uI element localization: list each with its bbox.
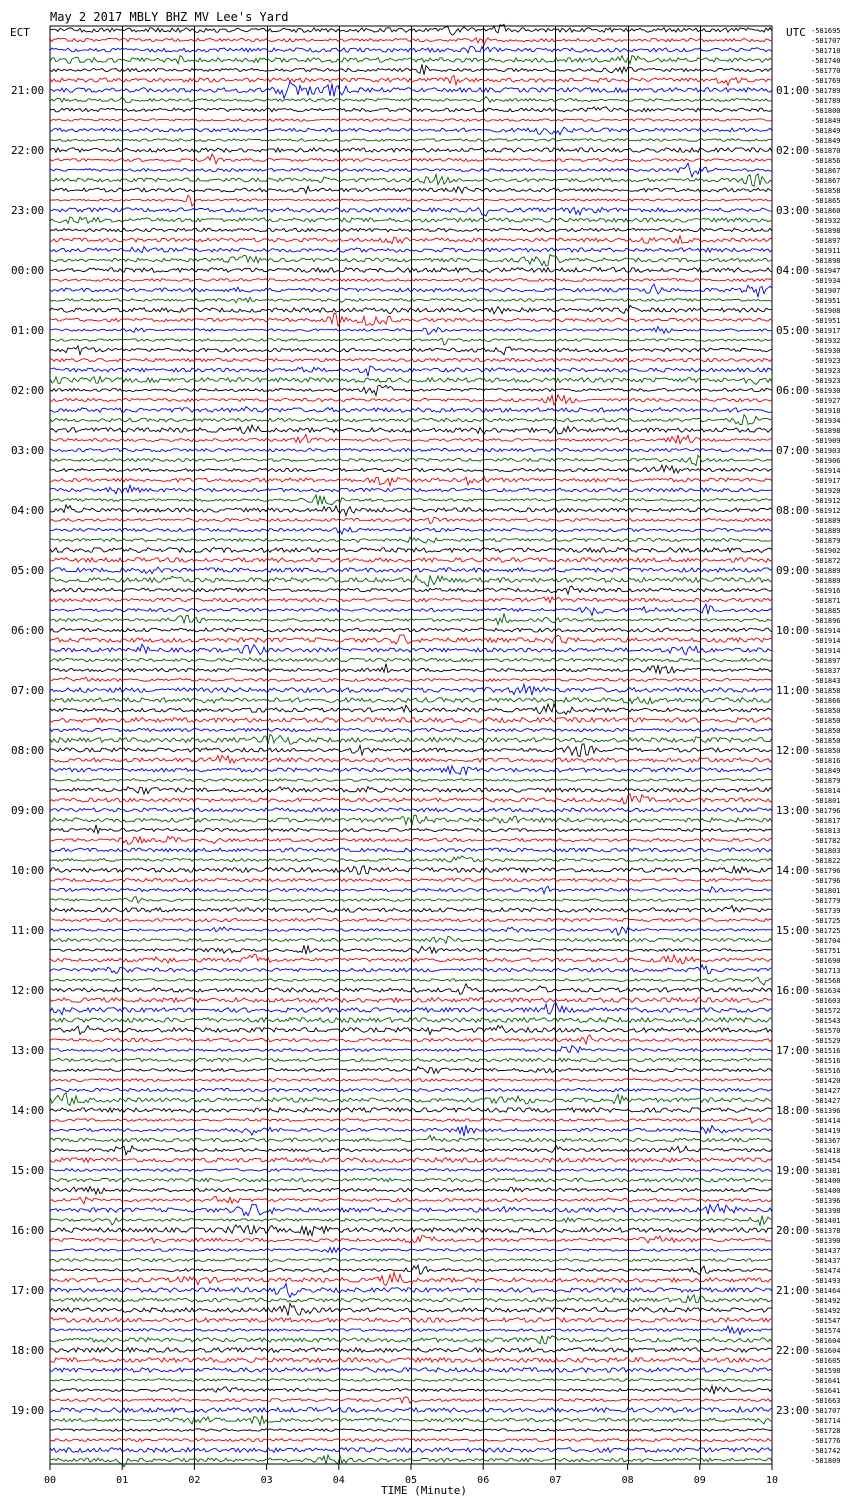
trace-count-label: -581707 [811, 37, 841, 45]
trace-count-label: -581516 [811, 1047, 841, 1055]
trace-count-label: -581427 [811, 1097, 841, 1105]
left-hour-label: 17:00 [11, 1284, 45, 1297]
right-hour-label: 14:00 [776, 864, 810, 877]
trace-count-label: -581776 [811, 1437, 841, 1445]
trace-count-label: -581414 [811, 1117, 841, 1125]
trace-count-label: -581906 [811, 457, 841, 465]
right-hour-label: 20:00 [776, 1224, 810, 1237]
trace-count-label: -581920 [811, 487, 841, 495]
trace-count-label: -581911 [811, 247, 841, 255]
trace-count-label: -581912 [811, 497, 841, 505]
left-timezone-label: ECT [10, 26, 30, 39]
left-hour-label: 15:00 [11, 1164, 45, 1177]
trace-count-label: -581914 [811, 467, 841, 475]
trace-count-label: -581858 [811, 687, 841, 695]
trace-count-label: -581390 [811, 1237, 841, 1245]
trace-count-label: -581574 [811, 1327, 841, 1335]
x-tick-label: 03 [260, 1475, 273, 1486]
trace-count-label: -581400 [811, 1187, 841, 1195]
left-hour-label: 09:00 [11, 804, 45, 817]
trace-count-label: -581849 [811, 117, 841, 125]
trace-count-label: -581849 [811, 127, 841, 135]
trace-count-label: -581695 [811, 27, 841, 35]
trace-count-label: -581704 [811, 937, 841, 945]
trace-count-label: -581401 [811, 1217, 841, 1225]
trace-count-label: -581909 [811, 437, 841, 445]
left-hour-label: 23:00 [11, 204, 45, 217]
trace-count-label: -581872 [811, 557, 841, 565]
trace-count-label: -581850 [811, 717, 841, 725]
trace-count-label: -581934 [811, 277, 841, 285]
trace-count-label: -581916 [811, 587, 841, 595]
trace-count-label: -581714 [811, 1417, 841, 1425]
trace-count-label: -581914 [811, 627, 841, 635]
trace-count-label: -581923 [811, 377, 841, 385]
trace-count-label: -581903 [811, 447, 841, 455]
trace-count-label: -581789 [811, 97, 841, 105]
trace-count-label: -581850 [811, 707, 841, 715]
right-hour-label: 06:00 [776, 384, 810, 397]
x-tick-label: 05 [404, 1475, 418, 1486]
trace-count-label: -581492 [811, 1307, 841, 1315]
left-hour-label: 07:00 [11, 684, 45, 697]
trace-count-label: -581858 [811, 187, 841, 195]
trace-count-label: -581850 [811, 747, 841, 755]
trace-count-label: -581742 [811, 1447, 841, 1455]
trace-count-label: -581908 [811, 307, 841, 315]
x-tick-label: 08 [621, 1475, 634, 1486]
trace-count-label: -581690 [811, 957, 841, 965]
trace-count-label: -581870 [811, 147, 841, 155]
trace-count-label: -581454 [811, 1157, 841, 1165]
trace-count-label: -581896 [811, 617, 841, 625]
trace-count-label: -581779 [811, 897, 841, 905]
trace-count-label: -581917 [811, 327, 841, 335]
trace-count-label: -581529 [811, 1037, 841, 1045]
trace-count-label: -581493 [811, 1277, 841, 1285]
trace-count-label: -581739 [811, 907, 841, 915]
trace-count-label: -581856 [811, 157, 841, 165]
left-hour-label: 03:00 [11, 444, 45, 457]
trace-count-label: -581923 [811, 357, 841, 365]
x-tick-label: 06 [477, 1475, 490, 1486]
right-hour-label: 01:00 [776, 84, 810, 97]
left-hour-label: 01:00 [11, 324, 45, 337]
trace-count-label: -581437 [811, 1247, 841, 1255]
trace-count-label: -581934 [811, 417, 841, 425]
trace-count-label: -581464 [811, 1287, 841, 1295]
right-hour-label: 12:00 [776, 744, 810, 757]
trace-count-label: -581796 [811, 807, 841, 815]
left-hour-label: 16:00 [11, 1224, 45, 1237]
plot-title: May 2 2017 MBLY BHZ MV Lee's Yard [50, 10, 289, 24]
trace-count-label: -581885 [811, 607, 841, 615]
trace-count-label: -581837 [811, 667, 841, 675]
trace-count-label: -581813 [811, 827, 841, 835]
left-hour-label: 18:00 [11, 1344, 45, 1357]
trace-count-label: -581898 [811, 227, 841, 235]
trace-count-label: -581663 [811, 1397, 841, 1405]
trace-count-label: -581740 [811, 57, 841, 65]
right-hour-label: 02:00 [776, 144, 810, 157]
trace-count-label: -581796 [811, 877, 841, 885]
right-hour-label: 13:00 [776, 804, 810, 817]
trace-count-label: -581789 [811, 87, 841, 95]
left-hour-label: 14:00 [11, 1104, 45, 1117]
right-hour-label: 18:00 [776, 1104, 810, 1117]
left-hour-label: 11:00 [11, 924, 45, 937]
left-hour-label: 00:00 [11, 264, 45, 277]
left-hour-label: 04:00 [11, 504, 45, 517]
trace-count-label: -581641 [811, 1387, 841, 1395]
right-hour-label: 15:00 [776, 924, 810, 937]
trace-count-label: -581867 [811, 177, 841, 185]
right-hour-label: 07:00 [776, 444, 810, 457]
trace-count-label: -581898 [811, 427, 841, 435]
trace-count-label: -581850 [811, 737, 841, 745]
right-hour-label: 17:00 [776, 1044, 810, 1057]
trace-count-label: -581769 [811, 77, 841, 85]
trace-count-label: -581568 [811, 977, 841, 985]
trace-count-label: -581951 [811, 317, 841, 325]
trace-count-label: -581898 [811, 257, 841, 265]
trace-count-label: -581713 [811, 967, 841, 975]
trace-count-label: -581770 [811, 67, 841, 75]
trace-count-label: -581437 [811, 1257, 841, 1265]
trace-count-label: -581809 [811, 1457, 841, 1465]
trace-count-label: -581850 [811, 727, 841, 735]
trace-count-label: -581879 [811, 777, 841, 785]
right-hour-label: 22:00 [776, 1344, 810, 1357]
right-hour-label: 08:00 [776, 504, 810, 517]
trace-count-label: -581849 [811, 137, 841, 145]
right-hour-label: 21:00 [776, 1284, 810, 1297]
trace-count-label: -581634 [811, 987, 841, 995]
trace-count-label: -581396 [811, 1197, 841, 1205]
trace-count-label: -581871 [811, 597, 841, 605]
trace-count-label: -581603 [811, 997, 841, 1005]
right-hour-label: 05:00 [776, 324, 810, 337]
x-tick-label: 10 [765, 1475, 779, 1486]
trace-count-label: -581707 [811, 1407, 841, 1415]
trace-count-label: -581816 [811, 757, 841, 765]
trace-count-label: -581710 [811, 47, 841, 55]
left-hour-label: 21:00 [11, 84, 45, 97]
trace-count-label: -581418 [811, 1147, 841, 1155]
trace-count-label: -581865 [811, 197, 841, 205]
left-hour-label: 12:00 [11, 984, 45, 997]
trace-count-label: -581782 [811, 837, 841, 845]
trace-count-label: -581420 [811, 1077, 841, 1085]
trace-count-label: -581751 [811, 947, 841, 955]
x-tick-label: 09 [693, 1475, 706, 1486]
trace-count-label: -581398 [811, 1207, 841, 1215]
right-hour-label: 09:00 [776, 564, 810, 577]
trace-count-label: -581897 [811, 657, 841, 665]
trace-count-label: -581902 [811, 547, 841, 555]
trace-count-label: -581889 [811, 527, 841, 535]
trace-count-label: -581889 [811, 577, 841, 585]
right-hour-label: 23:00 [776, 1404, 810, 1417]
x-tick-label: 07 [549, 1475, 562, 1486]
trace-count-label: -581419 [811, 1127, 841, 1135]
trace-count-label: -581822 [811, 857, 841, 865]
trace-count-label: -581604 [811, 1347, 841, 1355]
trace-count-label: -581843 [811, 677, 841, 685]
left-hour-label: 08:00 [11, 744, 45, 757]
trace-count-label: -581814 [811, 787, 841, 795]
trace-count-label: -581796 [811, 867, 841, 875]
trace-count-label: -581801 [811, 797, 841, 805]
trace-count-label: -581803 [811, 847, 841, 855]
trace-count-label: -581927 [811, 397, 841, 405]
trace-count-label: -581728 [811, 1427, 841, 1435]
left-hour-label: 10:00 [11, 864, 45, 877]
right-hour-label: 03:00 [776, 204, 810, 217]
trace-count-label: -581367 [811, 1137, 841, 1145]
left-hour-label: 05:00 [11, 564, 45, 577]
trace-count-label: -581725 [811, 927, 841, 935]
trace-count-label: -581516 [811, 1057, 841, 1065]
trace-count-label: -581930 [811, 387, 841, 395]
trace-count-label: -581917 [811, 477, 841, 485]
trace-count-label: -581947 [811, 267, 841, 275]
x-tick-label: 04 [332, 1475, 345, 1486]
x-tick-label: 00 [43, 1475, 57, 1486]
right-hour-label: 16:00 [776, 984, 810, 997]
trace-count-label: -581860 [811, 207, 841, 215]
right-hour-label: 11:00 [776, 684, 810, 697]
right-timezone-label: UTC [786, 26, 806, 39]
trace-count-label: -581400 [811, 1177, 841, 1185]
left-hour-label: 22:00 [11, 144, 45, 157]
trace-count-label: -581866 [811, 697, 841, 705]
trace-count-label: -581570 [811, 1027, 841, 1035]
trace-count-label: -581932 [811, 217, 841, 225]
trace-count-label: -581572 [811, 1007, 841, 1015]
right-hour-label: 19:00 [776, 1164, 810, 1177]
trace-count-label: -581516 [811, 1067, 841, 1075]
trace-count-label: -581492 [811, 1297, 841, 1305]
trace-count-label: -581889 [811, 567, 841, 575]
x-tick-label: 01 [116, 1475, 129, 1486]
trace-count-label: -581930 [811, 347, 841, 355]
trace-count-label: -581879 [811, 537, 841, 545]
trace-count-label: -581427 [811, 1087, 841, 1095]
trace-count-label: -581849 [811, 767, 841, 775]
left-hour-label: 02:00 [11, 384, 45, 397]
right-hour-label: 10:00 [776, 624, 810, 637]
trace-count-label: -581914 [811, 647, 841, 655]
right-hour-label: 04:00 [776, 264, 810, 277]
left-hour-label: 13:00 [11, 1044, 45, 1057]
trace-count-label: -581543 [811, 1017, 841, 1025]
trace-count-label: -581914 [811, 637, 841, 645]
trace-count-label: -581800 [811, 107, 841, 115]
trace-count-label: -581918 [811, 407, 841, 415]
trace-count-label: -581598 [811, 1367, 841, 1375]
trace-count-label: -581396 [811, 1107, 841, 1115]
trace-count-label: -581912 [811, 507, 841, 515]
trace-count-label: -581725 [811, 917, 841, 925]
trace-count-label: -581951 [811, 297, 841, 305]
x-axis-label: TIME (Minute) [380, 1484, 468, 1497]
trace-count-label: -581474 [811, 1267, 841, 1275]
trace-count-label: -581907 [811, 287, 841, 295]
x-tick-label: 02 [188, 1475, 201, 1486]
trace-count-label: -581605 [811, 1357, 841, 1365]
trace-count-label: -581641 [811, 1377, 841, 1385]
trace-count-label: -581932 [811, 337, 841, 345]
trace-count-label: -581817 [811, 817, 841, 825]
trace-count-label: -581378 [811, 1227, 841, 1235]
trace-count-label: -581889 [811, 517, 841, 525]
trace-count-label: -581867 [811, 167, 841, 175]
trace-count-label: -581547 [811, 1317, 841, 1325]
trace-count-label: -581923 [811, 367, 841, 375]
left-hour-label: 06:00 [11, 624, 45, 637]
trace-count-label: -581604 [811, 1337, 841, 1345]
trace-count-label: -581801 [811, 887, 841, 895]
left-hour-label: 19:00 [11, 1404, 45, 1417]
trace-count-label: -581381 [811, 1167, 841, 1175]
trace-count-label: -581897 [811, 237, 841, 245]
